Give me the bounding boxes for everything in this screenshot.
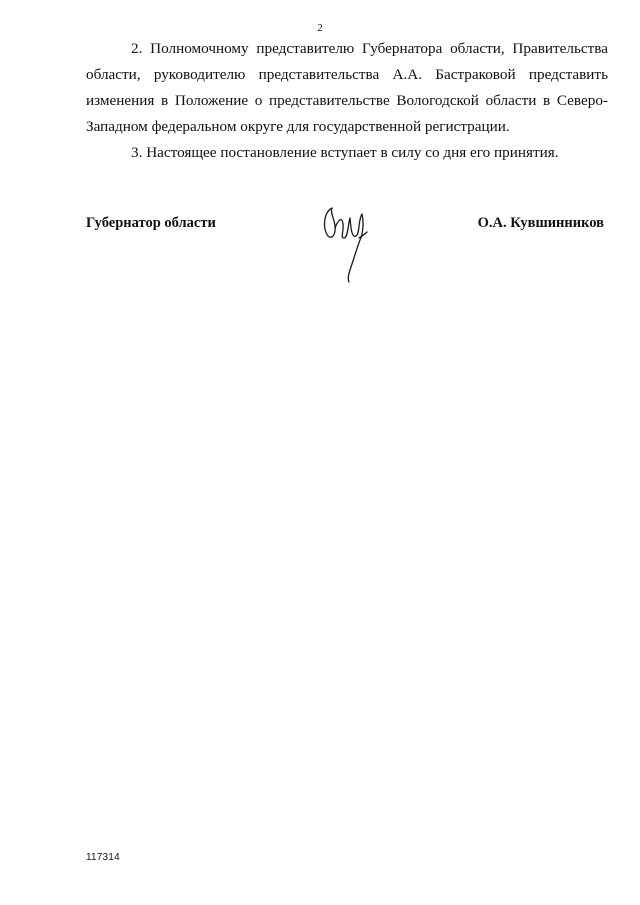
handwritten-signature [318,198,378,290]
signatory-title: Губернатор области [86,215,216,231]
signature-block [86,212,608,292]
document-code: 117314 [86,852,120,863]
signatory-name: О.А. Кувшинников [477,215,604,231]
page-number: 2 [317,22,323,34]
paragraph-3: 3. Настоящее постановление вступает в силу со дня его принятия. [131,144,559,161]
document-body [86,36,608,166]
paragraph-2: 2. Полномочному представителю Губернатора области, Правительства области, руководителю представительства А.А. Бастраковой представить изменения в Положение о представительстве Вологодской области в Северо-Западном федеральном округе для государственной регистрации. [86,40,608,135]
